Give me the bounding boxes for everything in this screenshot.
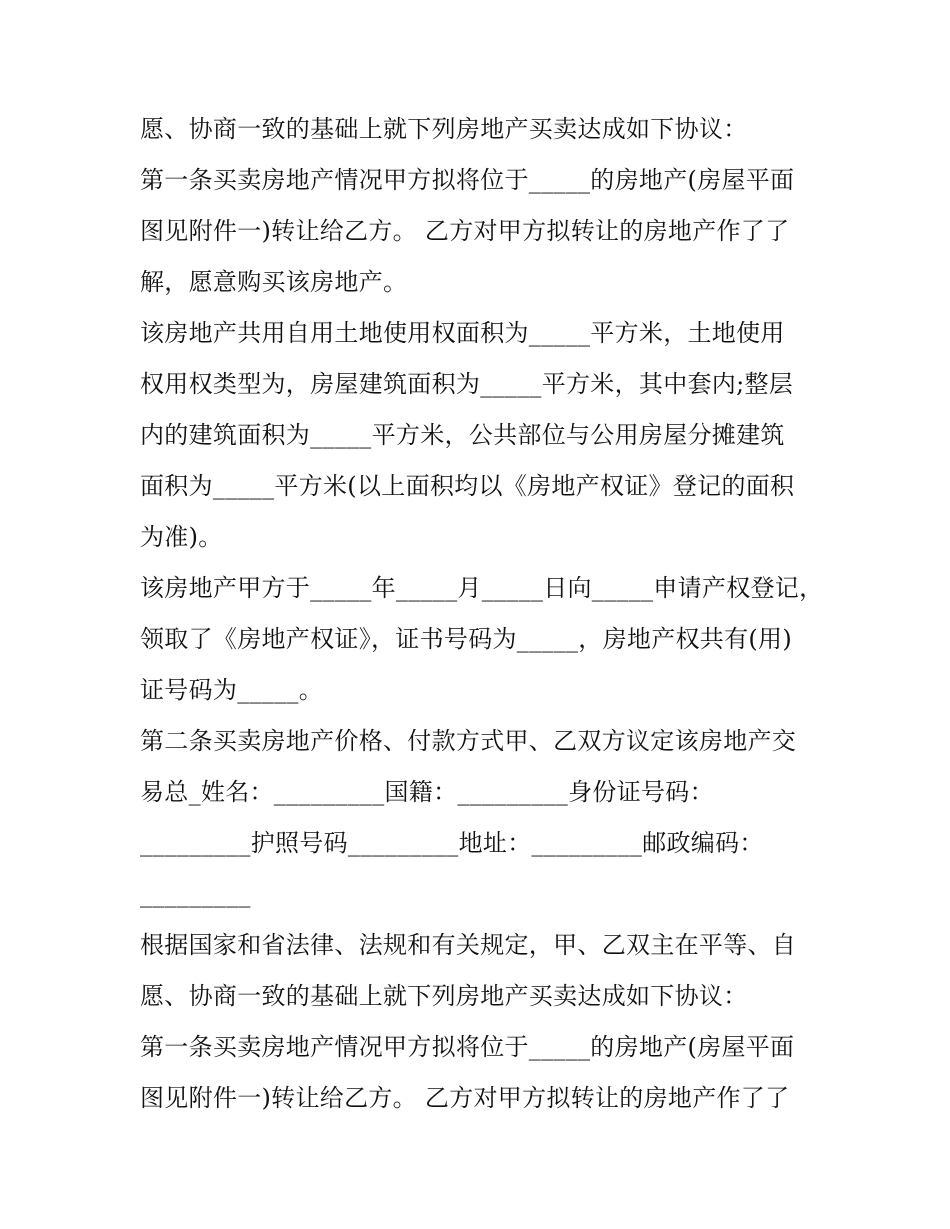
text-line: 图见附件一)转让给乙方。 乙方对甲方拟转让的房地产作了了 (140, 217, 790, 245)
document-body (140, 104, 824, 1124)
text-line: 内的建筑面积为_____平方米，公共部位与公用房屋分摊建筑 (140, 421, 785, 449)
text-line: 图见附件一)转让给乙方。 乙方对甲方拟转让的房地产作了了 (140, 1084, 790, 1112)
text-line: 愿、协商一致的基础上就下列房地产买卖达成如下协议： (140, 115, 748, 143)
text-line: 证号码为_____。 (140, 676, 323, 704)
text-line: 第一条买卖房地产情况甲方拟将位于_____的房地产(房屋平面 (140, 1033, 795, 1061)
text-line: 权用权类型为，房屋建筑面积为_____平方米，其中套内;整层 (140, 370, 794, 398)
text-line: 面积为_____平方米(以上面积均以《房地产权证》登记的面积 (140, 472, 795, 500)
text-line: 该房地产甲方于_____年_____月_____日向_____申请产权登记， (140, 574, 824, 602)
text-line: 愿、协商一致的基础上就下列房地产买卖达成如下协议： (140, 982, 748, 1010)
text-line: 第二条买卖房地产价格、付款方式甲、乙双方议定该房地产交 (140, 727, 797, 755)
text-line: 为准)。 (140, 523, 223, 551)
text-line: 领取了《房地产权证》，证书号码为_____，房地产权共有(用) (140, 625, 793, 653)
text-line: 根据国家和省法律、法规和有关规定，甲、乙双主在平等、自 (140, 931, 797, 959)
text-line: 易总_姓名：_________国籍：_________身份证号码： (140, 778, 714, 806)
text-line: 解，愿意购买该房地产。 (140, 268, 408, 296)
text-line: 第一条买卖房地产情况甲方拟将位于_____的房地产(房屋平面 (140, 166, 795, 194)
text-line: _________护照号码_________地址：_________邮政编码： (140, 829, 764, 857)
text-line: 该房地产共用自用土地使用权面积为_____平方米，土地使用 (140, 319, 785, 347)
text-line: _________ (140, 880, 251, 908)
